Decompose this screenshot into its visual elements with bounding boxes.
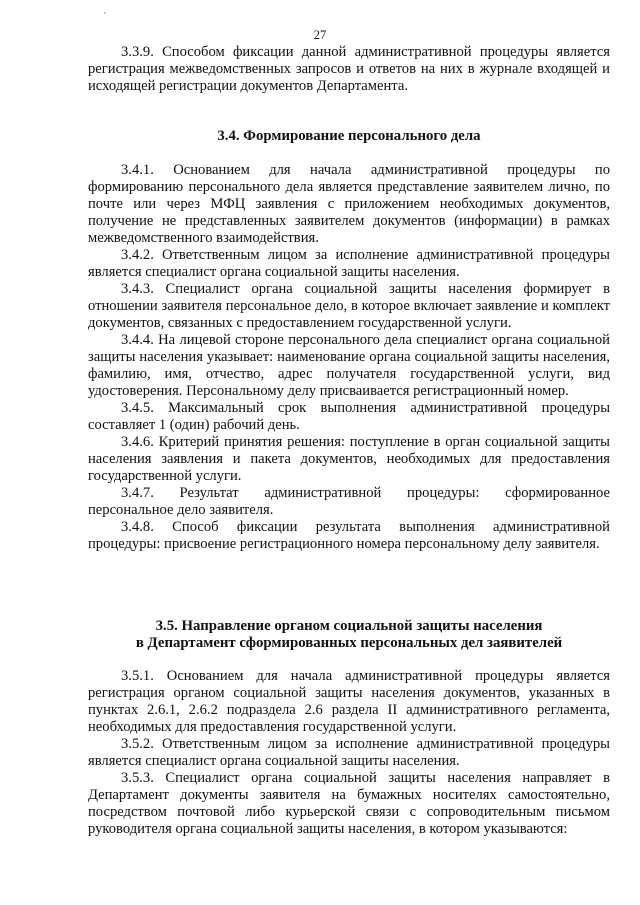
paragraph-3-4-7: 3.4.7. Результат административной процедуры: сформированное персональное дело заявителя. bbox=[88, 485, 610, 518]
corner-mark: ´ bbox=[103, 12, 107, 23]
paragraph-3-4-4: 3.4.4. На лицевой стороне персонального дела специалист органа социальной защиты населения указывает: наименование органа социальной защиты населения, фамилию, имя, отчество, адрес получателя государственной услуги, вид удостоверения. Персональному делу присваивается регистрационный номер. bbox=[88, 332, 610, 399]
paragraph-3-5-1: 3.5.1. Основанием для начала административной процедуры является регистрация органом социальной защиты населения документов, указанных в пунктах 2.6.1, 2.6.2 подраздела 2.6 раздела II административного регламента, необходимых для предоставления государственной услуги. bbox=[88, 668, 610, 735]
page-number: 27 bbox=[313, 28, 327, 42]
heading-section-3-5 bbox=[88, 618, 610, 652]
section-3-5-body bbox=[88, 668, 610, 838]
paragraph-3-4-3: 3.4.3. Специалист органа социальной защиты населения формирует в отношении заявителя персональное дело, в которое включает заявление и комплект документов, связанных с предоставлением государственной услуги. bbox=[88, 281, 610, 331]
heading-line-1: 3.5. Направление органом социальной защиты населения bbox=[155, 618, 543, 634]
paragraph-3-4-2: 3.4.2. Ответственным лицом за исполнение административной процедуры является специалист органа социальной защиты населения. bbox=[88, 247, 610, 280]
section-3-3-9 bbox=[88, 44, 610, 95]
paragraph: 3.3.9. Способом фиксации данной административной процедуры является регистрация межведомственных запросов и ответов на них в журнале входящей и исходящей регистрации документов Департамента. bbox=[88, 44, 610, 94]
heading-section-3-4: 3.4. Формирование персонального дела bbox=[217, 128, 481, 144]
section-3-4-body bbox=[88, 162, 610, 553]
paragraph-3-4-5: 3.4.5. Максимальный срок выполнения административной процедуры составляет 1 (один) рабочий день. bbox=[88, 400, 610, 433]
paragraph-3-4-8: 3.4.8. Способ фиксации результата выполнения административной процедуры: присвоение регистрационного номера персональному делу заявителя. bbox=[88, 519, 610, 552]
heading-line-2: в Департамент сформированных персональных дел заявителей bbox=[135, 635, 563, 651]
paragraph-3-5-2: 3.5.2. Ответственным лицом за исполнение административной процедуры является специалист органа социальной защиты населения. bbox=[88, 736, 610, 769]
paragraph-3-5-3: 3.5.3. Специалист органа социальной защиты населения направляет в Департамент документы заявителя на бумажных носителях самостоятельно, посредством почтовой либо курьерской связи с сопроводительным письмом руководителя органа социальной защиты населения, в котором указываются: bbox=[88, 770, 610, 837]
paragraph-3-4-1: 3.4.1. Основанием для начала административной процедуры по формированию персонального дела является представление заявителем лично, по почте или через МФЦ заявления с приложением необходимых документов, получение не представленных заявителем документов (информации) в рамках межведомственного взаимодействия. bbox=[88, 162, 610, 246]
paragraph-3-4-6: 3.4.6. Критерий принятия решения: поступление в орган социальной защиты населения заявления и пакета документов, необходимых для предоставления государственной услуги. bbox=[88, 434, 610, 484]
